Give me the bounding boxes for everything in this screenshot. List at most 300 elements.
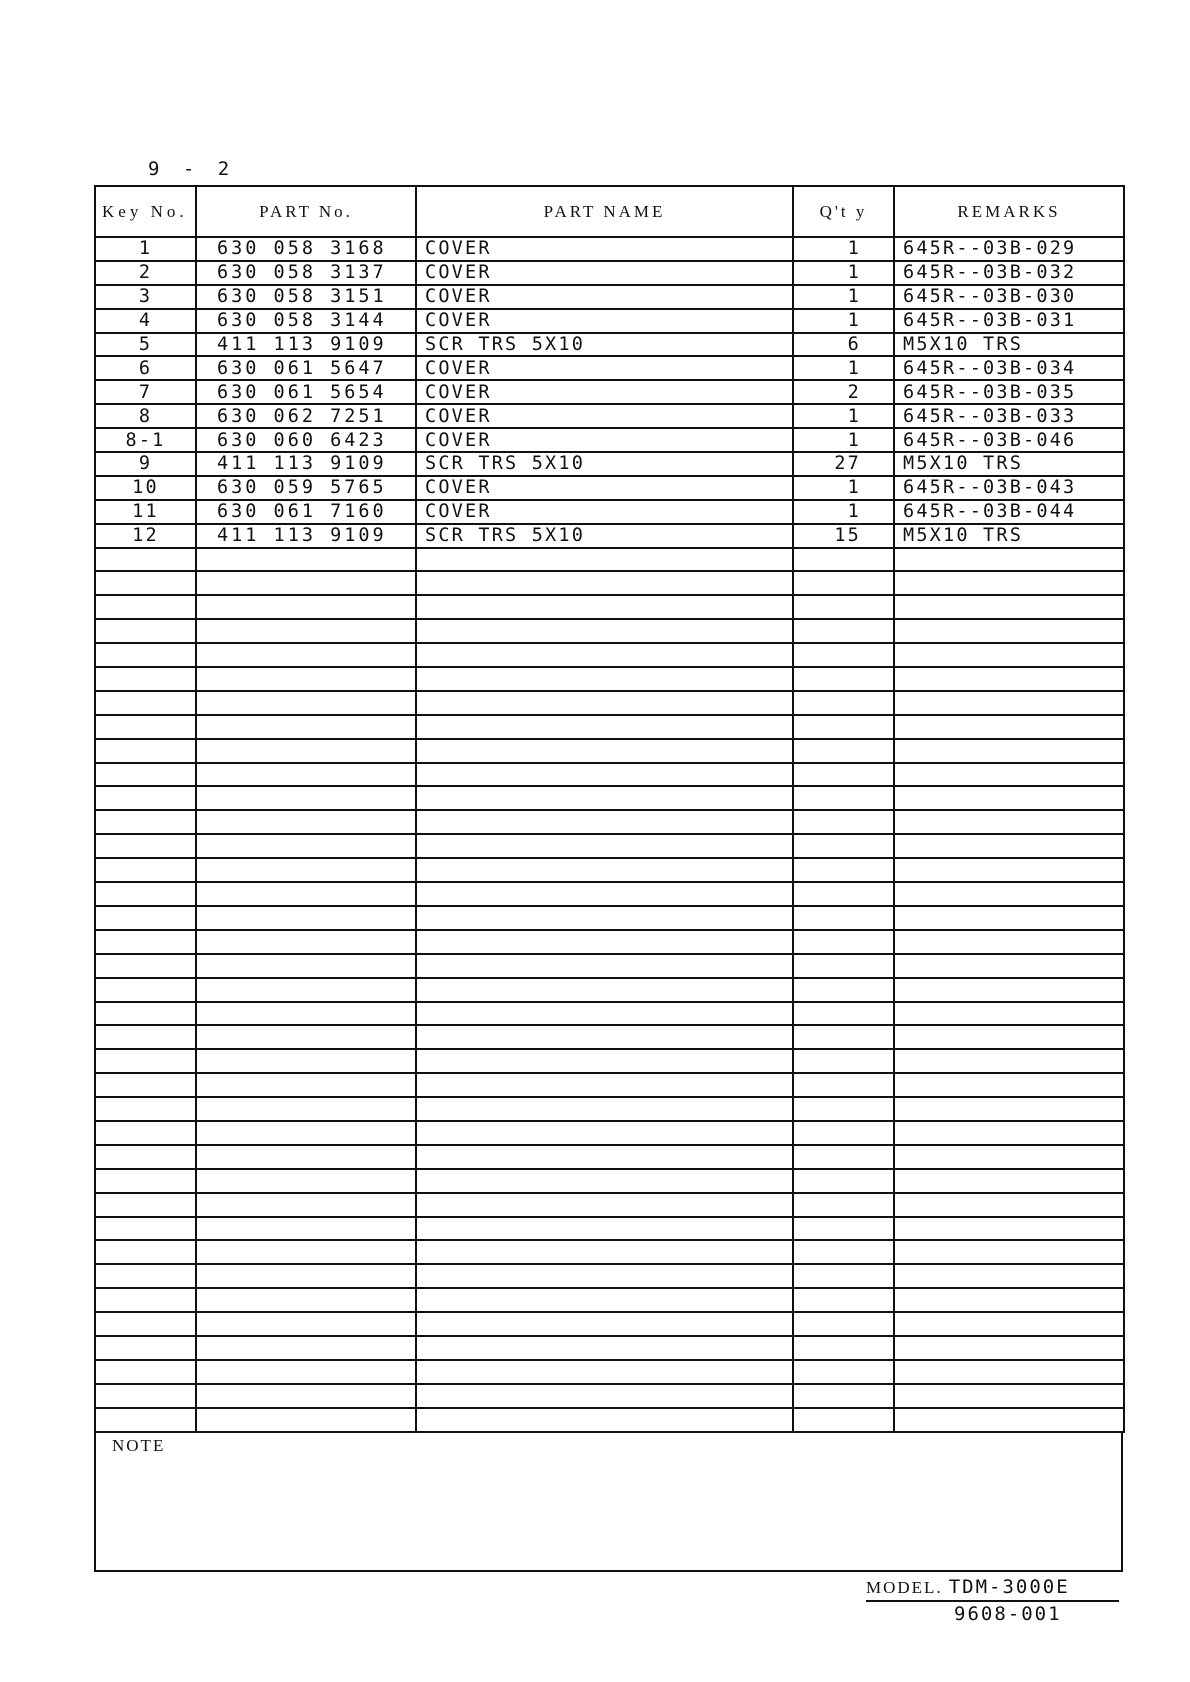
cell-part-no: 630 061 5654 bbox=[196, 380, 416, 404]
table-row bbox=[95, 524, 1124, 548]
cell-remarks: M5X10 TRS bbox=[894, 333, 1124, 357]
header-remarks: REMARKS bbox=[894, 186, 1124, 237]
cell-key-no bbox=[95, 739, 196, 763]
cell-part-name: SCR TRS 5X10 bbox=[416, 452, 793, 476]
cell-qty bbox=[793, 858, 894, 882]
cell-qty bbox=[793, 1312, 894, 1336]
header-key-no: Key No. bbox=[95, 186, 196, 237]
empty-table-row bbox=[95, 595, 1124, 619]
cell-part-no: 630 061 5647 bbox=[196, 356, 416, 380]
cell-part-no bbox=[196, 739, 416, 763]
cell-remarks bbox=[894, 595, 1124, 619]
cell-remarks bbox=[894, 858, 1124, 882]
cell-remarks bbox=[894, 978, 1124, 1002]
cell-key-no bbox=[95, 930, 196, 954]
cell-remarks bbox=[894, 1002, 1124, 1026]
cell-remarks bbox=[894, 930, 1124, 954]
cell-remarks: M5X10 TRS bbox=[894, 524, 1124, 548]
cell-part-no: 411 113 9109 bbox=[196, 524, 416, 548]
note-label: NOTE bbox=[112, 1436, 166, 1455]
cell-part-no bbox=[196, 571, 416, 595]
cell-part-no bbox=[196, 930, 416, 954]
cell-part-no bbox=[196, 715, 416, 739]
cell-qty bbox=[793, 691, 894, 715]
cell-part-no: 411 113 9109 bbox=[196, 452, 416, 476]
cell-part-name bbox=[416, 643, 793, 667]
cell-remarks bbox=[894, 643, 1124, 667]
cell-part-no bbox=[196, 643, 416, 667]
cell-remarks bbox=[894, 1073, 1124, 1097]
empty-table-row bbox=[95, 1145, 1124, 1169]
cell-remarks: 645R--03B-029 bbox=[894, 237, 1124, 261]
model-line bbox=[866, 1576, 1119, 1602]
cell-part-name bbox=[416, 1002, 793, 1026]
table-header-row bbox=[95, 186, 1124, 237]
cell-qty bbox=[793, 1121, 894, 1145]
cell-remarks bbox=[894, 715, 1124, 739]
cell-part-name bbox=[416, 1169, 793, 1193]
cell-key-no bbox=[95, 858, 196, 882]
cell-qty: 1 bbox=[793, 261, 894, 285]
cell-part-name bbox=[416, 1264, 793, 1288]
cell-remarks bbox=[894, 1408, 1124, 1432]
empty-table-row bbox=[95, 739, 1124, 763]
cell-part-name bbox=[416, 667, 793, 691]
empty-table-row bbox=[95, 1097, 1124, 1121]
cell-qty: 1 bbox=[793, 500, 894, 524]
cell-part-name: COVER bbox=[416, 500, 793, 524]
empty-table-row bbox=[95, 810, 1124, 834]
cell-key-no bbox=[95, 786, 196, 810]
cell-key-no bbox=[95, 1264, 196, 1288]
cell-key-no bbox=[95, 1097, 196, 1121]
empty-table-row bbox=[95, 1384, 1124, 1408]
cell-remarks: M5X10 TRS bbox=[894, 452, 1124, 476]
cell-part-name bbox=[416, 1288, 793, 1312]
table-row bbox=[95, 309, 1124, 333]
cell-part-name bbox=[416, 1312, 793, 1336]
cell-key-no bbox=[95, 1240, 196, 1264]
cell-remarks bbox=[894, 906, 1124, 930]
cell-part-no bbox=[196, 595, 416, 619]
cell-qty bbox=[793, 1288, 894, 1312]
cell-part-name: COVER bbox=[416, 404, 793, 428]
cell-remarks: 645R--03B-034 bbox=[894, 356, 1124, 380]
cell-part-name bbox=[416, 906, 793, 930]
cell-key-no bbox=[95, 763, 196, 787]
cell-remarks bbox=[894, 1193, 1124, 1217]
cell-part-no: 630 059 5765 bbox=[196, 476, 416, 500]
cell-remarks bbox=[894, 1360, 1124, 1384]
cell-key-no bbox=[95, 715, 196, 739]
cell-part-name bbox=[416, 978, 793, 1002]
cell-part-no bbox=[196, 786, 416, 810]
cell-key-no bbox=[95, 1217, 196, 1241]
cell-part-name bbox=[416, 571, 793, 595]
cell-part-no bbox=[196, 1002, 416, 1026]
table-row bbox=[95, 500, 1124, 524]
page-number: 9 - 2 bbox=[148, 158, 236, 180]
cell-part-no bbox=[196, 1384, 416, 1408]
cell-remarks bbox=[894, 1384, 1124, 1408]
cell-qty: 6 bbox=[793, 333, 894, 357]
cell-qty bbox=[793, 882, 894, 906]
cell-part-no bbox=[196, 1193, 416, 1217]
cell-qty bbox=[793, 1336, 894, 1360]
cell-key-no: 8-1 bbox=[95, 428, 196, 452]
cell-qty bbox=[793, 643, 894, 667]
empty-table-row bbox=[95, 1408, 1124, 1432]
cell-part-name: SCR TRS 5X10 bbox=[416, 333, 793, 357]
cell-part-no bbox=[196, 1097, 416, 1121]
empty-table-row bbox=[95, 906, 1124, 930]
cell-part-name bbox=[416, 834, 793, 858]
cell-part-no bbox=[196, 1121, 416, 1145]
cell-remarks bbox=[894, 834, 1124, 858]
cell-remarks bbox=[894, 1025, 1124, 1049]
cell-part-name: COVER bbox=[416, 309, 793, 333]
cell-key-no bbox=[95, 595, 196, 619]
table-row bbox=[95, 428, 1124, 452]
cell-part-name: COVER bbox=[416, 261, 793, 285]
cell-key-no: 10 bbox=[95, 476, 196, 500]
document-code: 9608-001 bbox=[954, 1603, 1062, 1625]
cell-part-no bbox=[196, 810, 416, 834]
cell-key-no: 3 bbox=[95, 285, 196, 309]
cell-key-no bbox=[95, 1288, 196, 1312]
cell-remarks bbox=[894, 1336, 1124, 1360]
cell-part-no: 630 058 3151 bbox=[196, 285, 416, 309]
cell-part-name bbox=[416, 954, 793, 978]
cell-part-name bbox=[416, 1073, 793, 1097]
cell-key-no: 2 bbox=[95, 261, 196, 285]
cell-key-no bbox=[95, 1408, 196, 1432]
cell-key-no bbox=[95, 834, 196, 858]
cell-part-no: 630 060 6423 bbox=[196, 428, 416, 452]
cell-part-no: 630 062 7251 bbox=[196, 404, 416, 428]
cell-part-no bbox=[196, 882, 416, 906]
cell-key-no bbox=[95, 1312, 196, 1336]
cell-part-no bbox=[196, 1049, 416, 1073]
cell-key-no bbox=[95, 1002, 196, 1026]
cell-part-no bbox=[196, 906, 416, 930]
cell-remarks bbox=[894, 619, 1124, 643]
cell-qty bbox=[793, 906, 894, 930]
cell-qty bbox=[793, 571, 894, 595]
cell-part-name: SCR TRS 5X10 bbox=[416, 524, 793, 548]
cell-remarks bbox=[894, 882, 1124, 906]
model-value: TDM-3000E bbox=[948, 1576, 1070, 1598]
cell-part-no bbox=[196, 667, 416, 691]
cell-remarks bbox=[894, 954, 1124, 978]
cell-qty bbox=[793, 1240, 894, 1264]
cell-qty: 1 bbox=[793, 476, 894, 500]
cell-part-name bbox=[416, 1193, 793, 1217]
cell-part-no: 630 058 3144 bbox=[196, 309, 416, 333]
empty-table-row bbox=[95, 1049, 1124, 1073]
cell-part-no bbox=[196, 1336, 416, 1360]
cell-part-no: 630 058 3168 bbox=[196, 237, 416, 261]
note-box bbox=[94, 1432, 1123, 1572]
empty-table-row bbox=[95, 1073, 1124, 1097]
cell-qty: 2 bbox=[793, 380, 894, 404]
cell-part-no bbox=[196, 691, 416, 715]
table-row bbox=[95, 333, 1124, 357]
cell-part-name bbox=[416, 1025, 793, 1049]
cell-key-no: 4 bbox=[95, 309, 196, 333]
cell-qty bbox=[793, 834, 894, 858]
table-row bbox=[95, 404, 1124, 428]
cell-qty: 1 bbox=[793, 309, 894, 333]
cell-key-no bbox=[95, 954, 196, 978]
cell-key-no bbox=[95, 643, 196, 667]
cell-qty bbox=[793, 786, 894, 810]
cell-part-no bbox=[196, 1408, 416, 1432]
cell-remarks bbox=[894, 548, 1124, 572]
empty-table-row bbox=[95, 1336, 1124, 1360]
cell-qty bbox=[793, 715, 894, 739]
empty-table-row bbox=[95, 1025, 1124, 1049]
empty-table-row bbox=[95, 691, 1124, 715]
cell-remarks bbox=[894, 1312, 1124, 1336]
cell-qty bbox=[793, 739, 894, 763]
cell-part-name bbox=[416, 691, 793, 715]
cell-key-no: 1 bbox=[95, 237, 196, 261]
cell-key-no: 12 bbox=[95, 524, 196, 548]
cell-key-no bbox=[95, 1145, 196, 1169]
table-row bbox=[95, 356, 1124, 380]
empty-table-row bbox=[95, 858, 1124, 882]
cell-remarks bbox=[894, 1049, 1124, 1073]
empty-table-row bbox=[95, 1312, 1124, 1336]
cell-key-no: 5 bbox=[95, 333, 196, 357]
cell-qty: 1 bbox=[793, 285, 894, 309]
cell-part-name: COVER bbox=[416, 237, 793, 261]
cell-part-name bbox=[416, 1384, 793, 1408]
cell-qty: 1 bbox=[793, 237, 894, 261]
empty-table-row bbox=[95, 1217, 1124, 1241]
cell-qty bbox=[793, 810, 894, 834]
empty-table-row bbox=[95, 1002, 1124, 1026]
cell-qty bbox=[793, 1049, 894, 1073]
cell-part-name: COVER bbox=[416, 356, 793, 380]
cell-part-no bbox=[196, 978, 416, 1002]
cell-part-no bbox=[196, 1025, 416, 1049]
cell-key-no: 11 bbox=[95, 500, 196, 524]
cell-remarks: 645R--03B-031 bbox=[894, 309, 1124, 333]
empty-table-row bbox=[95, 571, 1124, 595]
cell-key-no bbox=[95, 548, 196, 572]
cell-part-name: COVER bbox=[416, 428, 793, 452]
table-row bbox=[95, 261, 1124, 285]
table-row bbox=[95, 380, 1124, 404]
cell-part-name bbox=[416, 763, 793, 787]
cell-remarks: 645R--03B-032 bbox=[894, 261, 1124, 285]
cell-key-no: 6 bbox=[95, 356, 196, 380]
cell-part-name bbox=[416, 1408, 793, 1432]
cell-remarks bbox=[894, 1169, 1124, 1193]
cell-part-no: 630 058 3137 bbox=[196, 261, 416, 285]
cell-key-no bbox=[95, 1384, 196, 1408]
header-part-name: PART NAME bbox=[416, 186, 793, 237]
empty-table-row bbox=[95, 1288, 1124, 1312]
table-row bbox=[95, 476, 1124, 500]
cell-part-no bbox=[196, 1312, 416, 1336]
cell-part-no bbox=[196, 1240, 416, 1264]
cell-part-name bbox=[416, 548, 793, 572]
cell-qty bbox=[793, 1073, 894, 1097]
cell-qty: 1 bbox=[793, 404, 894, 428]
cell-remarks bbox=[894, 1145, 1124, 1169]
cell-key-no bbox=[95, 1336, 196, 1360]
cell-qty bbox=[793, 1264, 894, 1288]
cell-part-no bbox=[196, 619, 416, 643]
cell-part-no bbox=[196, 834, 416, 858]
cell-remarks bbox=[894, 1264, 1124, 1288]
cell-part-no bbox=[196, 548, 416, 572]
cell-qty bbox=[793, 1217, 894, 1241]
cell-part-name bbox=[416, 786, 793, 810]
empty-table-row bbox=[95, 1121, 1124, 1145]
cell-remarks bbox=[894, 1217, 1124, 1241]
empty-table-row bbox=[95, 763, 1124, 787]
cell-qty bbox=[793, 1169, 894, 1193]
cell-remarks: 645R--03B-030 bbox=[894, 285, 1124, 309]
cell-remarks bbox=[894, 739, 1124, 763]
cell-part-no bbox=[196, 858, 416, 882]
cell-qty bbox=[793, 1360, 894, 1384]
cell-part-name bbox=[416, 930, 793, 954]
cell-key-no: 7 bbox=[95, 380, 196, 404]
cell-remarks bbox=[894, 691, 1124, 715]
empty-table-row bbox=[95, 954, 1124, 978]
cell-qty: 1 bbox=[793, 356, 894, 380]
empty-table-row bbox=[95, 643, 1124, 667]
cell-part-name bbox=[416, 810, 793, 834]
empty-table-row bbox=[95, 930, 1124, 954]
cell-part-name: COVER bbox=[416, 476, 793, 500]
cell-key-no bbox=[95, 1025, 196, 1049]
cell-remarks bbox=[894, 810, 1124, 834]
cell-key-no bbox=[95, 810, 196, 834]
cell-qty: 15 bbox=[793, 524, 894, 548]
cell-key-no bbox=[95, 667, 196, 691]
cell-part-no bbox=[196, 1145, 416, 1169]
empty-table-row bbox=[95, 1240, 1124, 1264]
cell-remarks: 645R--03B-035 bbox=[894, 380, 1124, 404]
cell-key-no: 8 bbox=[95, 404, 196, 428]
empty-table-row bbox=[95, 1264, 1124, 1288]
parts-table bbox=[94, 185, 1125, 1433]
cell-part-name bbox=[416, 1336, 793, 1360]
empty-table-row bbox=[95, 715, 1124, 739]
cell-part-no: 411 113 9109 bbox=[196, 333, 416, 357]
cell-key-no bbox=[95, 619, 196, 643]
cell-qty bbox=[793, 978, 894, 1002]
cell-remarks: 645R--03B-043 bbox=[894, 476, 1124, 500]
cell-part-name bbox=[416, 595, 793, 619]
cell-key-no bbox=[95, 1049, 196, 1073]
cell-key-no bbox=[95, 1073, 196, 1097]
cell-part-name: COVER bbox=[416, 285, 793, 309]
cell-key-no bbox=[95, 1360, 196, 1384]
cell-part-no bbox=[196, 1217, 416, 1241]
cell-part-name bbox=[416, 1097, 793, 1121]
empty-table-row bbox=[95, 978, 1124, 1002]
cell-part-no bbox=[196, 1264, 416, 1288]
cell-qty bbox=[793, 548, 894, 572]
cell-part-name bbox=[416, 882, 793, 906]
cell-part-name bbox=[416, 1049, 793, 1073]
cell-qty: 27 bbox=[793, 452, 894, 476]
table-row bbox=[95, 237, 1124, 261]
cell-key-no bbox=[95, 1169, 196, 1193]
cell-key-no bbox=[95, 978, 196, 1002]
model-label: MODEL. bbox=[866, 1578, 943, 1597]
cell-part-no: 630 061 7160 bbox=[196, 500, 416, 524]
cell-qty bbox=[793, 1145, 894, 1169]
cell-part-name bbox=[416, 1240, 793, 1264]
cell-qty bbox=[793, 1384, 894, 1408]
cell-part-name bbox=[416, 715, 793, 739]
empty-table-row bbox=[95, 667, 1124, 691]
cell-part-name bbox=[416, 1145, 793, 1169]
empty-table-row bbox=[95, 1360, 1124, 1384]
cell-part-no bbox=[196, 1360, 416, 1384]
empty-table-row bbox=[95, 1193, 1124, 1217]
cell-remarks bbox=[894, 571, 1124, 595]
empty-table-row bbox=[95, 882, 1124, 906]
cell-key-no bbox=[95, 906, 196, 930]
cell-qty bbox=[793, 930, 894, 954]
table-row bbox=[95, 285, 1124, 309]
empty-table-row bbox=[95, 1169, 1124, 1193]
cell-key-no bbox=[95, 1193, 196, 1217]
table-row bbox=[95, 452, 1124, 476]
cell-remarks bbox=[894, 667, 1124, 691]
header-qty: Q't y bbox=[793, 186, 894, 237]
cell-remarks bbox=[894, 1121, 1124, 1145]
cell-remarks bbox=[894, 1240, 1124, 1264]
cell-remarks bbox=[894, 1288, 1124, 1312]
cell-qty bbox=[793, 1002, 894, 1026]
cell-part-no bbox=[196, 1073, 416, 1097]
cell-qty bbox=[793, 595, 894, 619]
cell-remarks: 645R--03B-044 bbox=[894, 500, 1124, 524]
cell-qty: 1 bbox=[793, 428, 894, 452]
cell-remarks bbox=[894, 1097, 1124, 1121]
empty-table-row bbox=[95, 786, 1124, 810]
cell-qty bbox=[793, 1097, 894, 1121]
cell-part-no bbox=[196, 1169, 416, 1193]
cell-qty bbox=[793, 619, 894, 643]
cell-qty bbox=[793, 763, 894, 787]
empty-table-row bbox=[95, 619, 1124, 643]
cell-part-name bbox=[416, 1360, 793, 1384]
cell-qty bbox=[793, 1025, 894, 1049]
header-part-no: PART No. bbox=[196, 186, 416, 237]
cell-part-no bbox=[196, 954, 416, 978]
cell-remarks: 645R--03B-046 bbox=[894, 428, 1124, 452]
cell-key-no bbox=[95, 1121, 196, 1145]
empty-table-row bbox=[95, 548, 1124, 572]
cell-part-no bbox=[196, 1288, 416, 1312]
cell-key-no: 9 bbox=[95, 452, 196, 476]
cell-key-no bbox=[95, 882, 196, 906]
cell-part-name: COVER bbox=[416, 380, 793, 404]
cell-remarks bbox=[894, 786, 1124, 810]
cell-qty bbox=[793, 667, 894, 691]
